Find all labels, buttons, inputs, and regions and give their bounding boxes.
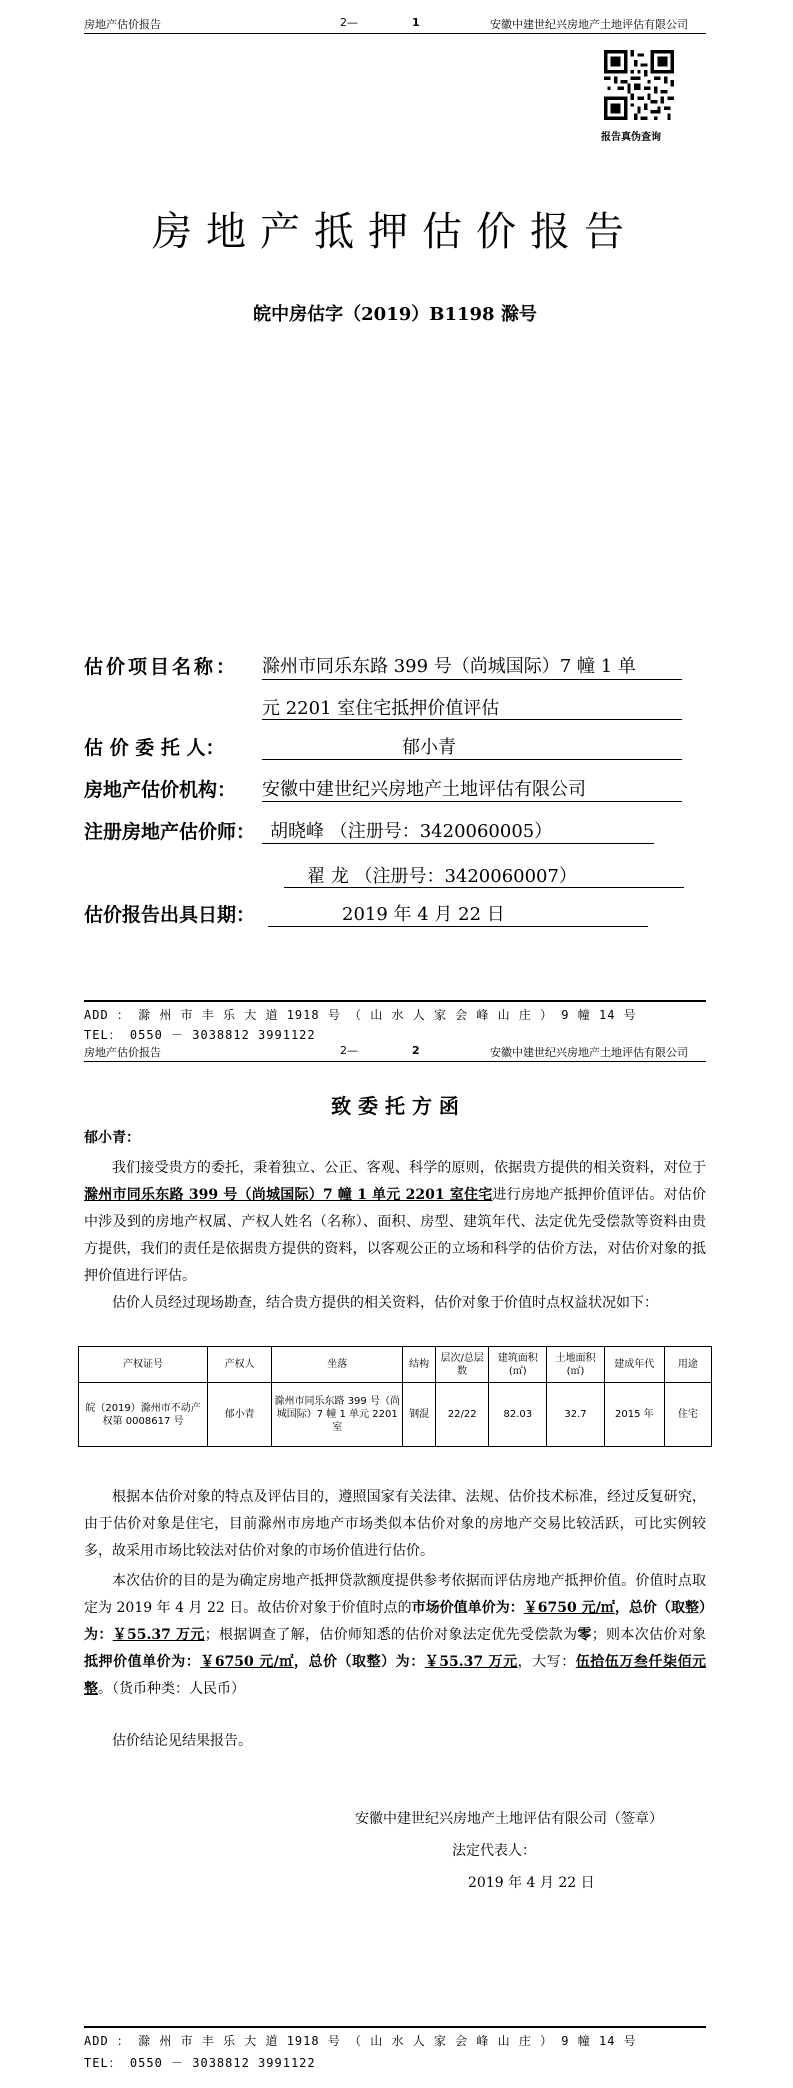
project-value-line1: 滁州市同乐东路 399 号（尚城国际）7 幢 1 单 — [262, 656, 636, 677]
date-label: 估价报告出具日期： — [84, 904, 256, 926]
table-cell: 32.7 — [547, 1383, 605, 1447]
salutation: 郁小青： — [84, 1130, 140, 1146]
project-underline-2 — [262, 719, 682, 720]
legal-representative: 法定代表人： — [452, 1843, 536, 1859]
appraiser-label: 注册房地产估价师： — [84, 821, 256, 843]
table-cell: 钢混 — [403, 1383, 436, 1447]
page-number: 2 — [412, 1044, 420, 1057]
appraiser-underline-1 — [262, 843, 654, 844]
page-number: 1 — [412, 16, 420, 29]
paragraph-5: 估价结论见结果报告。 — [112, 1733, 252, 1749]
org-label: 房地产估价机构： — [84, 779, 237, 801]
header-left: 房地产估价报告 — [84, 1046, 161, 1059]
property-table — [78, 1346, 712, 1447]
table-cell: 2015 年 — [604, 1383, 664, 1447]
table-cell: 住宅 — [664, 1383, 711, 1447]
footer-rule — [84, 1000, 706, 1002]
org-value: 安徽中建世纪兴房地产土地评估有限公司 — [262, 779, 586, 800]
client-label: 估 价 委 托 人： — [84, 737, 225, 759]
header-right: 安徽中建世纪兴房地产土地评估有限公司 — [490, 1046, 688, 1059]
market-unit-price: ￥6750 元/㎡ — [523, 1600, 615, 1616]
report-title: 房地产抵押估价报告 — [152, 209, 638, 255]
table-header: 产权证号 — [79, 1347, 208, 1383]
paragraph-2: 估价人员经过现场勘查，结合贵方提供的相关资料，估价对象于价值时点权益状况如下： — [112, 1295, 658, 1311]
project-label: 估价项目名称： — [84, 656, 239, 678]
table-cell: 郁小青 — [208, 1383, 272, 1447]
project-value-line2: 元 2201 室住宅抵押价值评估 — [262, 698, 500, 719]
table-header: 层次/总层数 — [435, 1347, 489, 1383]
header-right: 安徽中建世纪兴房地产土地评估有限公司 — [490, 18, 688, 31]
paragraph-4: 本次估价的目的是为确定房地产抵押贷款额度提供参考依据而评估房地产抵押价值。价值时点取定为 2019 年 4 月 22 日。故估价对象于价值时点的市场价值单价为：￥6750 元/㎡，总价（取整）为：￥55.37 万元；根据调查了解，估价师知悉的估价对象法定优先受偿款为零；则本次估价对象抵押价值单价为：￥6750 元/㎡，总价（取整）为：￥55.37 万元，大写：伍拾伍万叁仟柒佰元整。（货币种类：人民币） — [84, 1573, 707, 1697]
mortgage-unit-price: ￥6750 元/㎡ — [200, 1654, 294, 1670]
paragraph-3: 根据本估价对象的特点及评估目的，遵照国家有关法律、法规、估价技术标准，经过反复研究，由于估价对象是住宅，目前滁州市房地产市场类似本估价对象的房地产交易比较活跃，可比实例较多，故采用市场比较法对估价对象的市场价值进行估价。 — [84, 1489, 706, 1559]
qr-caption: 报告真伪查询 — [601, 132, 661, 143]
header-mid: 2— — [340, 1044, 358, 1057]
table-header: 建成年代 — [604, 1347, 664, 1383]
table-row — [79, 1383, 712, 1447]
table-header: 产权人 — [208, 1347, 272, 1383]
paragraph-1: 我们接受贵方的委托，秉着独立、公正、客观、科学的原则，依据贵方提供的相关资料，对位于滁州市同乐东路 399 号（尚城国际）7 幢 1 单元 2201 室住宅进行房地产抵押价值评估。对估价中涉及到的房地产权属、产权人姓名（名称）、面积、房型、建筑年代、法定优先受偿款等资料由贵方提供，我们的责任是依据贵方提供的资料，以客观公正的立场和科学的估价方法，对估价对象的抵押价值进行评估。 — [84, 1160, 706, 1284]
table-header: 建筑面积(㎡) — [489, 1347, 547, 1383]
table-header: 坐落 — [272, 1347, 403, 1383]
footer-rule — [84, 2026, 706, 2028]
table-header: 用途 — [664, 1347, 711, 1383]
appraiser-underline-2 — [284, 887, 684, 888]
footer-tel: TEL： 0550 － 3038812 3991122 — [84, 1028, 316, 1042]
appraiser-2: 翟 龙 （注册号：3420060007） — [307, 866, 577, 887]
footer-address: ADD ： 滁 州 市 丰 乐 大 道 1918 号 （ 山 水 人 家 会 峰 山 庄 ） 9 幢 14 号 — [84, 2034, 637, 2048]
footer-tel: TEL： 0550 － 3038812 3991122 — [84, 2056, 316, 2070]
header-rule — [84, 1061, 706, 1062]
table-cell: 82.03 — [489, 1383, 547, 1447]
table-cell: 皖（2019）滁州市不动产权第 0008617 号 — [79, 1383, 208, 1447]
client-underline — [262, 759, 682, 760]
date-underline — [268, 926, 648, 927]
client-value: 郁小青 — [402, 737, 456, 758]
signature-date: 2019 年 4 月 22 日 — [468, 1875, 595, 1891]
property-address: 滁州市同乐东路 399 号（尚城国际）7 幢 1 单元 2201 室住宅 — [84, 1187, 493, 1203]
project-underline-1 — [262, 679, 682, 680]
table-cell: 滁州市同乐东路 399 号（尚城国际）7 幢 1 单元 2201 室 — [272, 1383, 403, 1447]
table-header: 土地面积(㎡) — [547, 1347, 605, 1383]
header-mid: 2— — [340, 16, 358, 29]
header-rule — [84, 33, 706, 34]
report-number: 皖中房估字（2019）B1198 滁号 — [253, 304, 537, 325]
amount-in-words: 伍拾伍万叁仟柒佰元整 — [84, 1654, 707, 1697]
footer-address: ADD ： 滁 州 市 丰 乐 大 道 1918 号 （ 山 水 人 家 会 峰 山 庄 ） 9 幢 14 号 — [84, 1008, 637, 1022]
table-header: 结构 — [403, 1347, 436, 1383]
mortgage-total-price: ￥55.37 万元 — [424, 1654, 518, 1670]
letter-title: 致 委 托 方 函 — [331, 1094, 459, 1118]
market-total-price: ￥55.37 万元 — [112, 1627, 205, 1643]
date-value: 2019 年 4 月 22 日 — [342, 904, 505, 925]
org-underline — [262, 801, 682, 802]
signature-org: 安徽中建世纪兴房地产土地评估有限公司（签章） — [355, 1811, 663, 1827]
qr-code-icon[interactable] — [604, 50, 674, 120]
appraiser-1: 胡晓峰 （注册号：3420060005） — [270, 821, 553, 842]
header-left: 房地产估价报告 — [84, 18, 161, 31]
table-cell: 22/22 — [435, 1383, 489, 1447]
